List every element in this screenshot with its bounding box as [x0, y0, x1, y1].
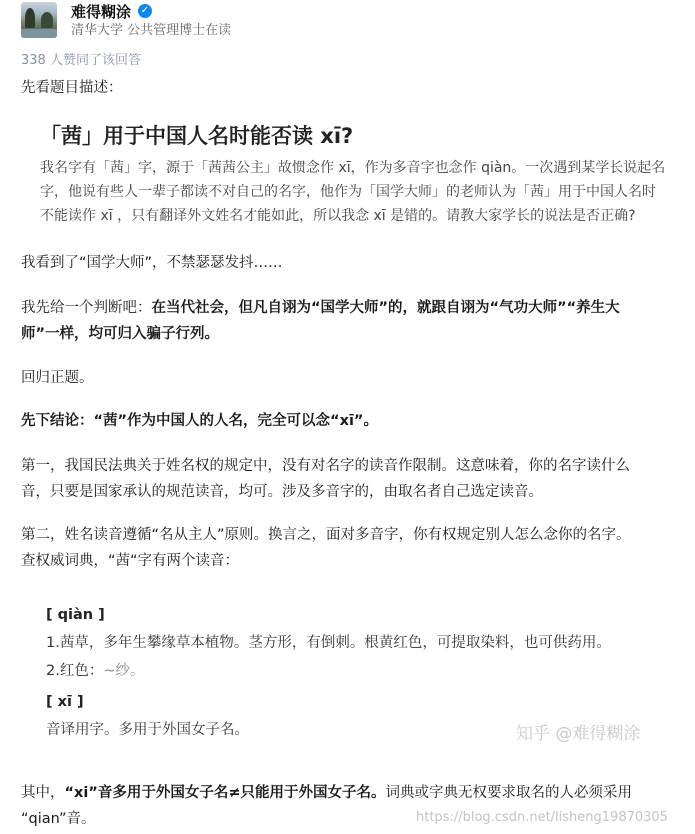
conclusion-text: 先下结论：“茜”作为中国人的人名，完全可以念“xī”。	[21, 413, 378, 429]
dictionary-definition-3: 音译用字。多用于外国女子名。	[46, 722, 249, 738]
quoted-question-line: 我名字有「茜」字，源于「茜茜公主」故惯念作 xī，作为多音字也念作 qiàn。一次遇到某学长说起名	[40, 160, 666, 176]
paragraph-6-line: 查权威词典，“茜“字有两个读音：	[21, 553, 240, 569]
quoted-question-body	[40, 156, 670, 228]
paragraph-7-prefix: 其中，	[21, 785, 65, 801]
author-bio: 清华大学 公共管理博士在读	[71, 23, 232, 38]
dictionary-definition-1: 1.茜草，多年生攀缘草本植物。茎方形，有倒刺。根黄红色，可提取染料，也可供药用。	[46, 635, 611, 651]
dictionary-definition-2-suffix: ~纱。	[103, 663, 145, 679]
paragraph-7-bold: “xi”音多用于外国女子名≠只能用于外国女子名。	[64, 785, 386, 801]
paragraph-7-line2: “qian”音。	[21, 811, 96, 827]
avatar-tree-shape	[25, 8, 35, 28]
intro-text: 先看题目描述：	[21, 80, 123, 96]
paragraph-3: 回归正题。	[21, 370, 94, 386]
quoted-question-line: 不能读作 xī ，只有翻译外文姓名才能如此，所以我念 xī 是错的。请教大家学长的说法是否正确?	[40, 208, 636, 224]
paragraph-2-prefix: 我先给一个判断吧：	[21, 300, 152, 316]
paragraph-6	[21, 522, 676, 574]
paragraph-5-line: 第一，我国民法典关于姓名权的规定中，没有对名字的读音作限制。这意味着，你的名字读什么	[21, 458, 630, 474]
vote-count: 338 人赞同了该回答	[21, 53, 141, 68]
zhihu-watermark: 知乎 @难得糊涂	[516, 724, 641, 744]
paragraph-7-rest: 词典或字典无权要求取名的人必须采用	[385, 785, 633, 801]
author-name[interactable]: 难得糊涂	[71, 3, 132, 21]
quoted-question-line: 字，他说有些人一辈子都读不对自己的名字，他作为「国学大师」的老师认为「茜」用于中国人名时	[40, 184, 656, 200]
paragraph-2-bold: 在当代社会，但凡自诩为“国学大师”的，就跟自诩为“气功大师”“养生大	[151, 300, 620, 316]
paragraph-5	[21, 453, 676, 505]
csdn-watermark: https://blog.csdn.net/lisheng19870305	[416, 810, 668, 825]
dictionary-definition-2	[46, 659, 145, 683]
avatar-water-shape	[21, 29, 57, 38]
verified-badge-icon: ✓	[138, 4, 152, 18]
dictionary-heading-xi: [ xī ]	[46, 694, 84, 710]
paragraph-6-line: 第二，姓名读音遵循“名从主人”原则。换言之，面对多音字，你有权规定别人怎么念你的名字。	[21, 527, 631, 543]
avatar-tree-shape-2	[41, 12, 53, 28]
dictionary-heading-qian: [ qiàn ]	[46, 607, 105, 623]
paragraph-1: 我看到了“国学大师”，不禁瑟瑟发抖……	[21, 255, 283, 271]
author-avatar[interactable]	[21, 2, 57, 38]
paragraph-5-line: 音，只要是国家承认的规范读音，均可。涉及多音字的，由取名者自己选定读音。	[21, 484, 543, 500]
paragraph-2-bold-line2: 师”一样，均可归入骗子行列。	[21, 326, 220, 342]
paragraph-2	[21, 295, 676, 347]
quoted-question-title: 「茜」用于中国人名时能否读 xī?	[40, 124, 354, 148]
dictionary-definition-2-prefix: 2.红色：	[46, 663, 104, 679]
